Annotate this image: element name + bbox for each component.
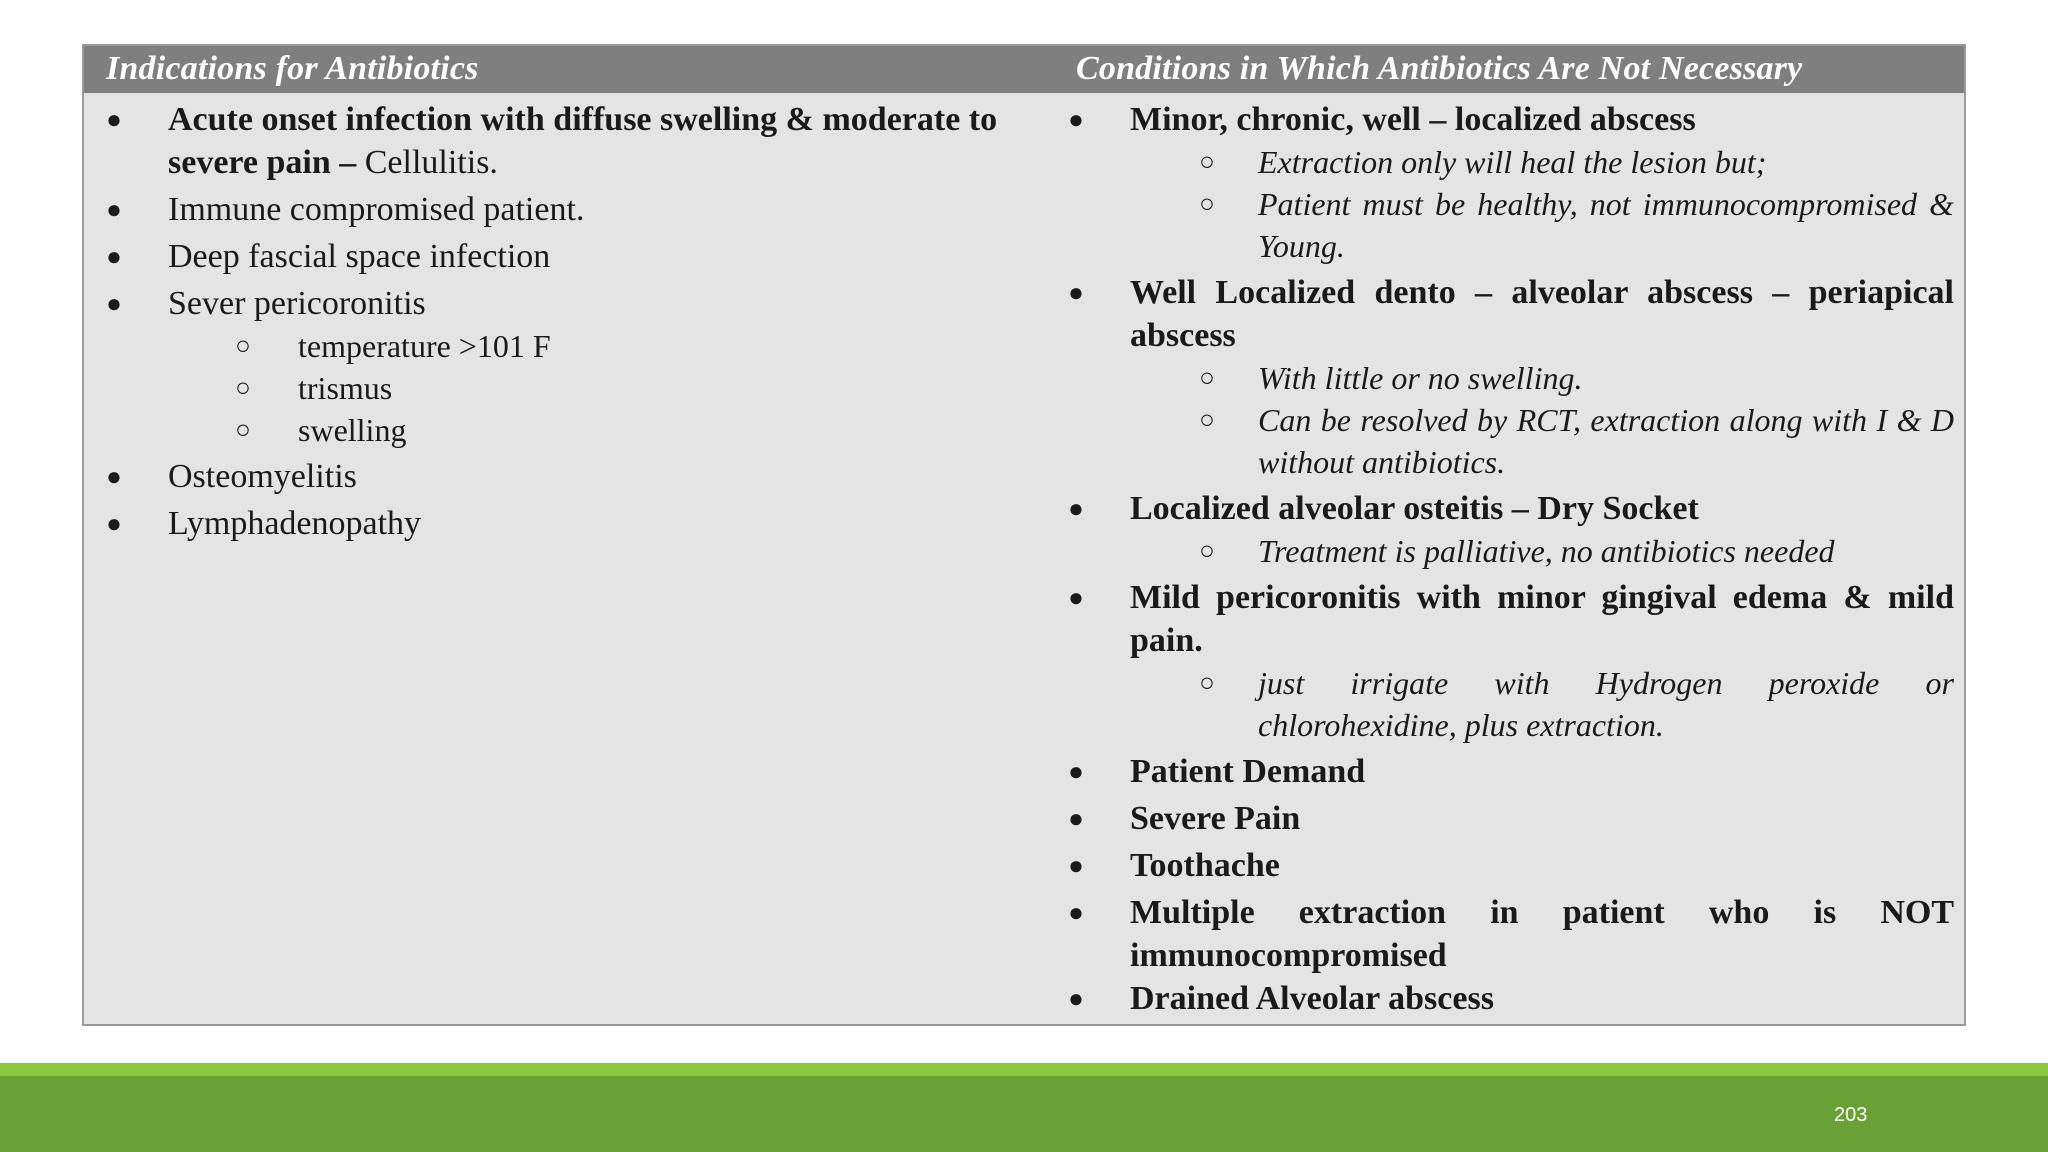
bullet-icon: ●	[1068, 984, 1084, 1013]
footer-accent-stripe	[0, 1063, 2048, 1076]
comparison-table	[82, 44, 1966, 1026]
list-item	[84, 455, 1034, 498]
item-text: Lymphadenopathy	[168, 505, 422, 542]
circle-bullet-icon: ○	[1199, 189, 1215, 218]
bullet-icon: ●	[106, 242, 122, 271]
sub-list-item	[1054, 183, 1954, 267]
circle-bullet-icon: ○	[235, 415, 251, 444]
list-item	[1054, 797, 1954, 840]
list-item	[84, 502, 1034, 545]
sub-item-text: With little or no swelling.	[1258, 360, 1583, 396]
circle-bullet-icon: ○	[1199, 536, 1215, 565]
list-item	[1054, 487, 1954, 530]
list-item	[1054, 271, 1954, 357]
item-text: Mild pericoronitis with minor gingival edema & mild pain.	[1130, 579, 1954, 659]
page-number: 203	[1834, 1104, 1868, 1126]
sub-list-item	[84, 325, 1034, 367]
item-text: Minor, chronic, well – localized abscess	[1130, 101, 1696, 138]
item-text: Toothache	[1130, 847, 1280, 884]
sub-item-text: just irrigate with Hydrogen peroxide or chlorohexidine, plus extraction.	[1258, 665, 1954, 743]
circle-bullet-icon: ○	[235, 373, 251, 402]
circle-bullet-icon: ○	[1199, 405, 1215, 434]
sub-item-text: Treatment is palliative, no antibiotics needed	[1258, 533, 1835, 569]
sub-list-item	[1054, 141, 1954, 183]
indications-list	[84, 98, 1034, 545]
sub-item-text: Can be resolved by RCT, extraction along with I & D without antibiotics.	[1258, 402, 1954, 480]
sub-item-text: temperature >101 F	[298, 328, 551, 364]
item-text: Osteomyelitis	[168, 458, 357, 495]
sub-list-item	[1054, 399, 1954, 483]
bullet-icon: ●	[106, 289, 122, 318]
list-item	[1054, 844, 1954, 887]
sub-list-item	[1054, 357, 1954, 399]
bullet-icon: ●	[1068, 583, 1084, 612]
circle-bullet-icon: ○	[235, 331, 251, 360]
sub-list-item	[1054, 530, 1954, 572]
list-item	[84, 98, 1034, 184]
list-item	[84, 188, 1034, 231]
bullet-icon: ●	[1068, 105, 1084, 134]
item-text: Severe Pain	[1130, 800, 1301, 837]
bullet-icon: ●	[1068, 494, 1084, 523]
list-item	[84, 282, 1034, 325]
footer-bar	[0, 1076, 2048, 1152]
list-item	[1054, 891, 1954, 977]
bullet-icon: ●	[1068, 278, 1084, 307]
sub-list-item	[84, 367, 1034, 409]
table-header-bar	[84, 46, 1964, 93]
left-column-header: Indications for Antibiotics	[106, 50, 479, 87]
bullet-icon: ●	[1068, 851, 1084, 880]
list-item	[84, 235, 1034, 278]
bullet-icon: ●	[106, 195, 122, 224]
sub-list-item	[1054, 662, 1954, 746]
circle-bullet-icon: ○	[1199, 668, 1215, 697]
list-item	[1054, 750, 1954, 793]
circle-bullet-icon: ○	[1199, 363, 1215, 392]
item-text: Cellulitis.	[356, 144, 498, 181]
list-item	[1054, 977, 1954, 1020]
bullet-icon: ●	[106, 509, 122, 538]
sub-item-text: swelling	[298, 412, 407, 448]
item-text: Drained Alveolar abscess	[1130, 980, 1494, 1017]
circle-bullet-icon: ○	[1199, 147, 1215, 176]
item-text: Localized alveolar osteitis – Dry Socket	[1130, 490, 1699, 527]
item-bold-text: Acute onset infection with diffuse swelling & moderate to severe pain –	[168, 101, 998, 181]
not-necessary-list	[1054, 98, 1954, 1020]
sub-item-text: Patient must be healthy, not immunocompromised & Young.	[1258, 186, 1954, 264]
right-column-header: Conditions in Which Antibiotics Are Not Necessary	[1076, 50, 1803, 87]
item-text: Multiple extraction in patient who is NOT immunocompromised	[1130, 894, 1954, 974]
item-text: Immune compromised patient.	[168, 191, 585, 228]
item-text: Deep fascial space infection	[168, 238, 551, 275]
bullet-icon: ●	[106, 105, 122, 134]
item-text: Patient Demand	[1130, 753, 1366, 790]
item-text: Sever pericoronitis	[168, 285, 426, 322]
sub-item-text: Extraction only will heal the lesion but;	[1258, 144, 1767, 180]
bullet-icon: ●	[1068, 757, 1084, 786]
sub-item-text: trismus	[298, 370, 393, 406]
bullet-icon: ●	[106, 462, 122, 491]
list-item	[1054, 98, 1954, 141]
item-text: Well Localized dento – alveolar abscess – periapical abscess	[1130, 274, 1954, 354]
bullet-icon: ●	[1068, 898, 1084, 927]
sub-list-item	[84, 409, 1034, 451]
bullet-icon: ●	[1068, 804, 1084, 833]
list-item	[1054, 576, 1954, 662]
